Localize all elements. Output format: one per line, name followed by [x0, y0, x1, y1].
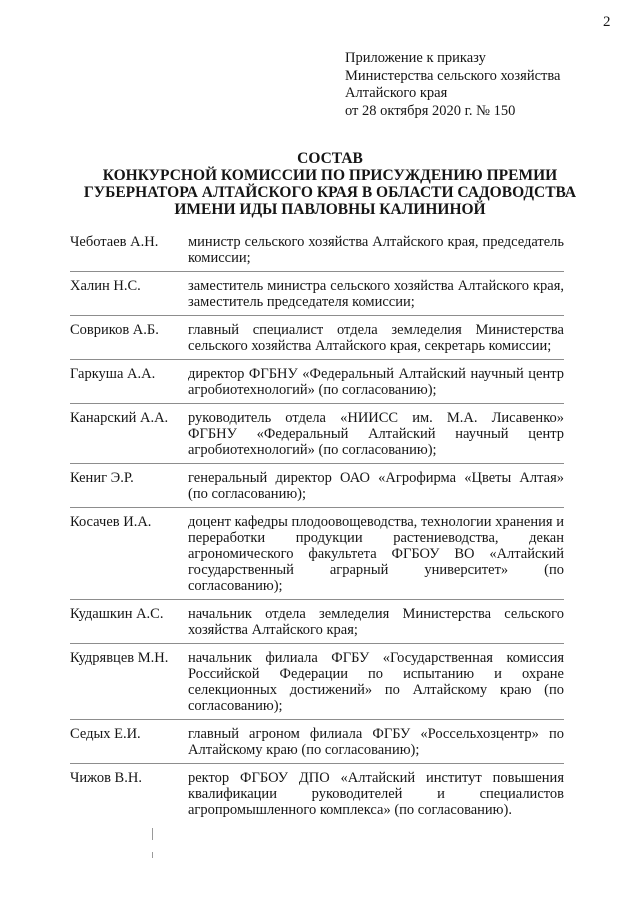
- title-line: СОСТАВ: [297, 150, 363, 167]
- member-role: начальник филиала ФГБУ «Государственная комиссия Российской Федерации по испытанию и охране селекционных достижений» по Алтайскому краю (по согласованию);: [188, 650, 564, 714]
- member-row: [70, 726, 564, 764]
- member-role: директор ФГБНУ «Федеральный Алтайский научный центр агробиотехнологий» (по согласованию);: [188, 366, 564, 398]
- scan-speck: [152, 828, 153, 840]
- member-row: [70, 322, 564, 360]
- member-row: [70, 234, 564, 272]
- member-name: Совриков А.Б.: [70, 322, 159, 338]
- member-role: главный специалист отдела земледелия Министерства сельского хозяйства Алтайского края, секретарь комиссии;: [188, 322, 564, 354]
- appendix-block: [345, 50, 560, 120]
- member-row: [70, 410, 564, 464]
- member-role: ректор ФГБОУ ДПО «Алтайский институт повышения квалификации руководителей и специалистов агропромышленного комплекса» (по согласованию).: [188, 770, 564, 818]
- appendix-line: от 28 октября 2020 г. № 150: [345, 102, 516, 119]
- member-name: Седых Е.И.: [70, 726, 141, 742]
- page-number: 2: [603, 14, 611, 30]
- member-row: [70, 770, 564, 823]
- member-name: Чеботаев А.Н.: [70, 234, 159, 250]
- member-role: генеральный директор ОАО «Агрофирма «Цветы Алтая» (по согласованию);: [188, 470, 564, 502]
- member-name: Кениг Э.Р.: [70, 470, 134, 486]
- document-title: [60, 150, 600, 218]
- member-name: Канарский А.А.: [70, 410, 169, 426]
- member-name: Косачев И.А.: [70, 514, 152, 530]
- member-role: главный агроном филиала ФГБУ «Россельхозцентр» по Алтайскому краю (по согласованию);: [188, 726, 564, 758]
- member-role: начальник отдела земледелия Министерства сельского хозяйства Алтайского края;: [188, 606, 564, 638]
- member-name: Кудашкин А.С.: [70, 606, 164, 622]
- member-role: заместитель министра сельского хозяйства Алтайского края, заместитель председателя комиссии;: [188, 278, 564, 310]
- title-line: КОНКУРСНОЙ КОМИССИИ ПО ПРИСУЖДЕНИЮ ПРЕМИИ: [102, 167, 558, 184]
- scan-speck: [152, 852, 153, 858]
- member-row: [70, 470, 564, 508]
- member-row: [70, 278, 564, 316]
- member-name: Гаркуша А.А.: [70, 366, 156, 382]
- member-role: доцент кафедры плодоовощеводства, технологии хранения и переработки продукции растениеводства, декан агрономического факультета ФГБОУ ВО «Алтайский государственный аграрный университет» (по согласованию);: [188, 514, 564, 594]
- member-row: [70, 606, 564, 644]
- appendix-line: Приложение к приказу: [345, 50, 486, 66]
- member-name: Кудрявцев М.Н.: [70, 650, 169, 666]
- member-role: министр сельского хозяйства Алтайского края, председатель комиссии;: [188, 234, 564, 266]
- member-row: [70, 366, 564, 404]
- title-line: ИМЕНИ ИДЫ ПАВЛОВНЫ КАЛИНИНОЙ: [174, 201, 486, 218]
- appendix-line: Министерства сельского хозяйства: [345, 67, 561, 84]
- member-name: Халин Н.С.: [70, 278, 141, 294]
- member-name: Чижов В.Н.: [70, 770, 142, 786]
- member-row: [70, 650, 564, 720]
- member-row: [70, 514, 564, 600]
- appendix-line: Алтайского края: [345, 85, 448, 101]
- member-role: руководитель отдела «НИИСС им. М.А. Лисавенко» ФГБНУ «Федеральный Алтайский научный центр агробиотехнологий» (по согласованию);: [188, 410, 564, 458]
- title-line: ГУБЕРНАТОРА АЛТАЙСКОГО КРАЯ В ОБЛАСТИ САДОВОДСТВА: [83, 184, 577, 201]
- commission-members-list: [70, 234, 564, 823]
